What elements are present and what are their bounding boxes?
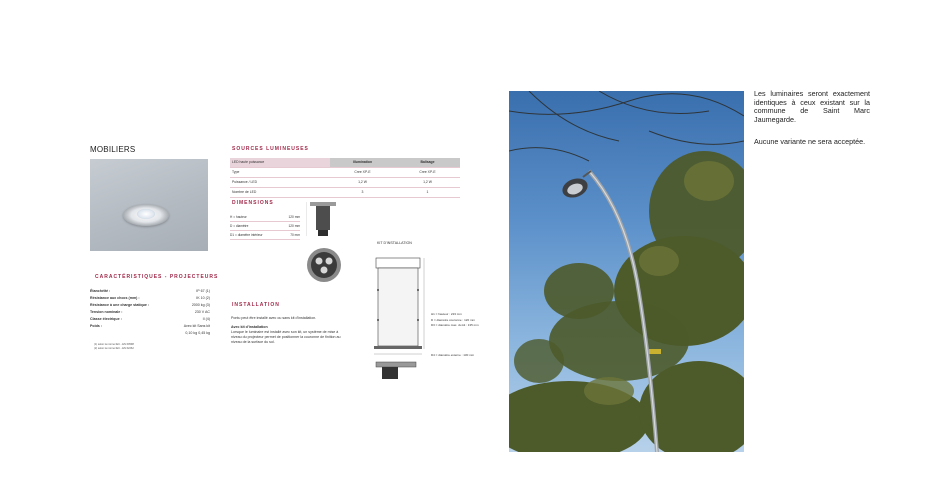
- characteristics-table: [90, 288, 210, 337]
- kit-title: KIT D'INSTALLATION: [377, 241, 412, 245]
- kit-note: D3 = diamètre max. du kit : 135 mm: [431, 323, 479, 327]
- spec-row: 0,10 kg 0,45 kg: [185, 331, 210, 335]
- kit-note: D = diamètre couronne : 120 mm: [431, 317, 475, 322]
- spec-row: Classe électrique : II (4): [90, 317, 210, 321]
- conformity-note: Les luminaires seront exactement identiques à ceux existant sur la commune de Saint Marc Jaumegarde.: [754, 89, 870, 124]
- fixture-side-view: [306, 196, 340, 240]
- dimension-row: D = diamètre 120 mm: [230, 222, 300, 231]
- table-header: LED haute puissance Illumination Balisage: [230, 158, 460, 168]
- table-row: Puissance / LED 1,2 W 1,2 W: [230, 178, 460, 188]
- table-row: Nombre de LED 3 1: [230, 188, 460, 198]
- sources-table: [230, 158, 460, 198]
- caracteristiques-title: CARACTÉRISTIQUES - PROJECTEURS: [95, 274, 219, 280]
- recessed-light-image: [123, 204, 169, 226]
- no-variant-note: Aucune variante ne sera acceptée.: [754, 137, 866, 146]
- street-lamp-photo: [509, 91, 744, 452]
- spec-row: Tension nominale : 230 V AC: [90, 310, 210, 314]
- spec-row: Poids : Avec kit Sans kit: [90, 324, 210, 328]
- installation-kit-drawing: [366, 250, 430, 380]
- dimension-row: H = hauteur 120 mm: [230, 213, 300, 222]
- dimensions-list: [230, 213, 300, 240]
- installation-kit-heading: Avec kit d'installation: [231, 325, 268, 329]
- lamp-scene: [509, 91, 744, 452]
- dimensions-title: DIMENSIONS: [232, 200, 274, 206]
- fixture-top-view: [305, 246, 343, 284]
- sources-title: SOURCES LUMINEUSES: [232, 146, 309, 152]
- fixture-photo: [90, 159, 208, 251]
- table-row: Type Cree XP-E Cree XP-E: [230, 168, 460, 178]
- spec-row: Résistance aux chocs (mm) : IK 10 (2): [90, 296, 210, 300]
- footnote: (2) selon la norme IEC - EN 62262: [94, 347, 134, 350]
- installation-kit-text: Lorsque le luminaire est installé avec son kit, un système de mise à niveau du projecteur permet de positionner la couronne de finition au niveau de la surface du sol.: [231, 330, 341, 344]
- installation-title: INSTALLATION: [232, 302, 280, 308]
- footnotes: [94, 343, 134, 351]
- kit-note-bottom: D4 = diamètre externe : 130 mm: [431, 353, 475, 357]
- kit-notes: [431, 312, 501, 329]
- installation-text: [231, 316, 349, 345]
- spec-row: Étanchéité : IP 67 (1): [90, 289, 210, 293]
- installation-intro: Pontu peut être installé avec ou sans kit d'installation.: [231, 316, 317, 320]
- spec-row: Résistance à une charge statique : 2000 kg (3): [90, 303, 210, 307]
- dimension-row: D1 = diamètre intérieur 70 mm: [230, 231, 300, 240]
- footnote: (1) selon la norme IEC - EN 60598: [94, 343, 134, 346]
- mobiliers-title: MOBILIERS: [90, 145, 136, 154]
- kit-note: H1 = hauteur : 223 mm: [431, 312, 462, 316]
